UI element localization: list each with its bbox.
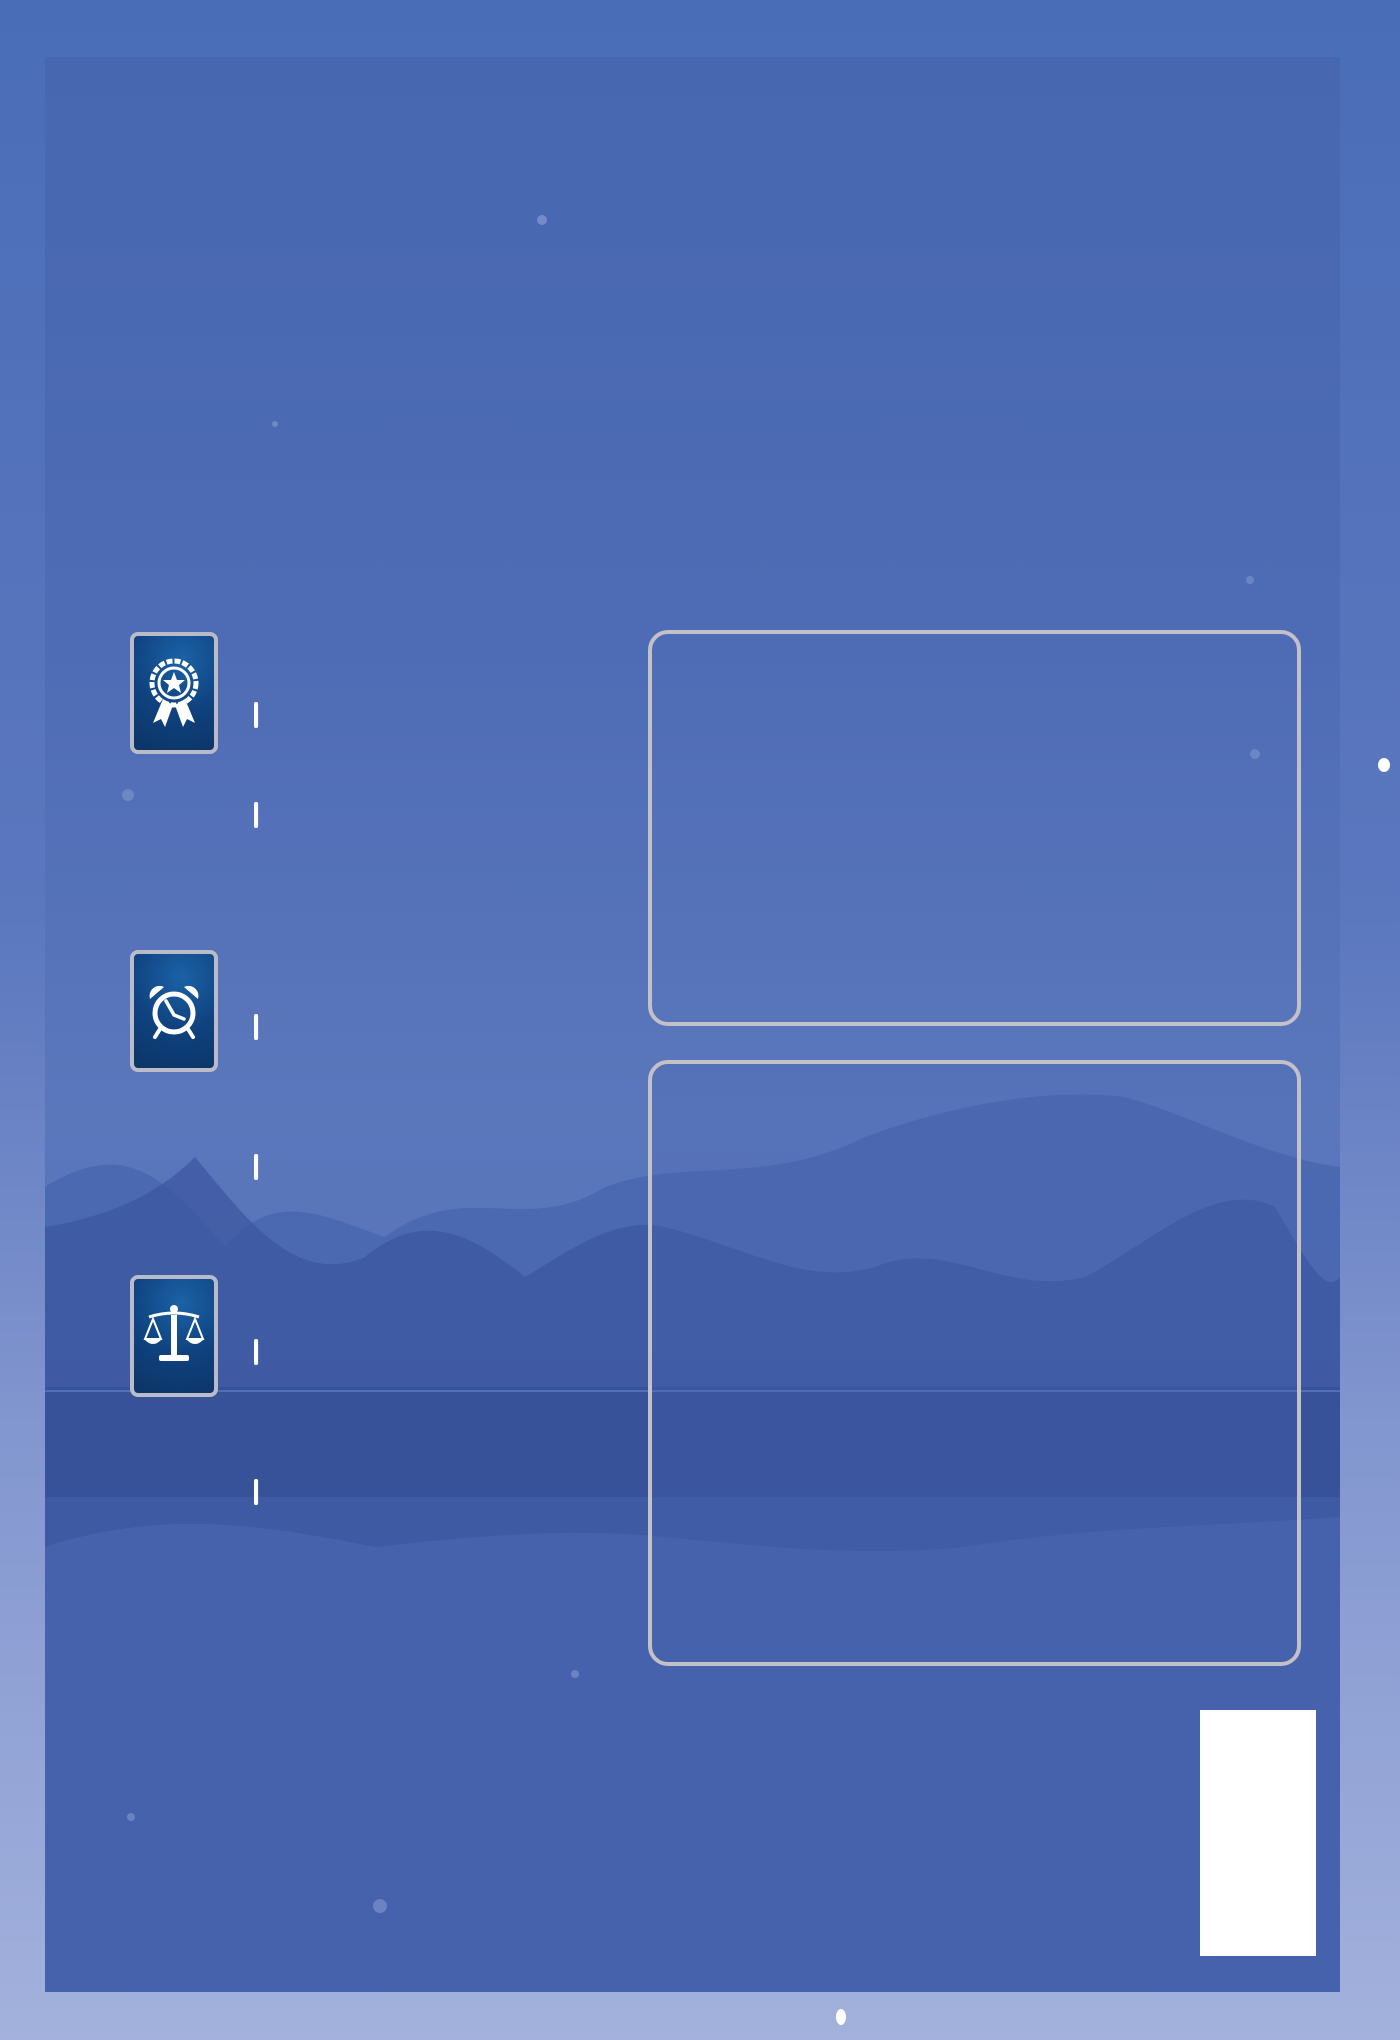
authors-box [648, 630, 1301, 1026]
feature-bullet [254, 1006, 270, 1046]
barcode [1200, 1710, 1316, 1956]
bullet-bar [254, 802, 258, 828]
barcode-bars [1208, 1720, 1294, 1946]
feature-bullet [254, 694, 270, 734]
edition-label [1261, 296, 1295, 346]
feature-bullet [254, 1146, 270, 1186]
feature-bullet [254, 794, 270, 834]
bullet-bar [254, 1339, 258, 1365]
bullet-bar [254, 1479, 258, 1505]
decorative-star [836, 2009, 846, 2025]
barcode-digits [1294, 1718, 1314, 1948]
decorative-star [1378, 758, 1390, 772]
feature-bullet [254, 1471, 270, 1511]
bullet-bar [254, 1014, 258, 1040]
alarm-clock-icon [130, 950, 218, 1072]
award-ribbon-icon [130, 632, 218, 754]
bullet-bar [254, 702, 258, 728]
feature-bullet [254, 1331, 270, 1371]
scales-of-justice-icon [130, 1275, 218, 1397]
edition-changes-box [648, 1060, 1301, 1666]
bullet-bar [254, 1154, 258, 1180]
exam-authorization-notice [160, 1700, 176, 1765]
